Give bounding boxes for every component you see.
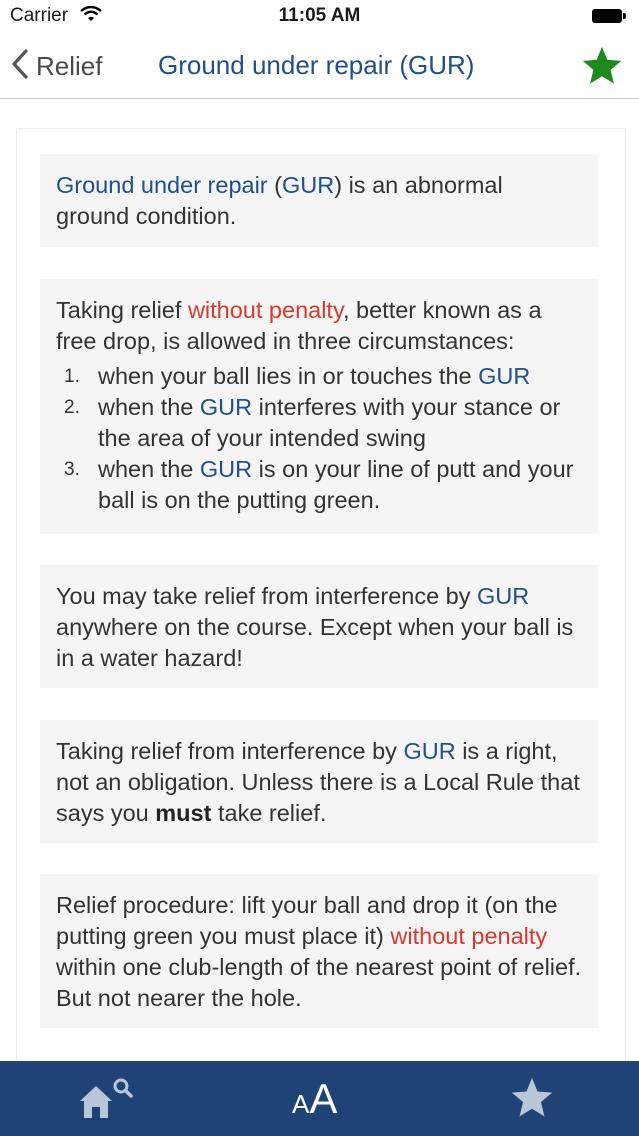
gur-link[interactable]: GUR [199,456,253,482]
definition-link[interactable]: Ground under repair [56,172,268,198]
back-button[interactable] [10,48,102,84]
gur-link[interactable]: GUR [477,583,530,609]
back-label: Relief [36,50,103,81]
tab-home-search[interactable] [76,1077,136,1121]
list-item: 1. when your ball lies in or touches the GUR [64,363,531,389]
without-penalty-link[interactable]: without penalty [187,297,343,323]
gur-link[interactable]: GUR [478,363,531,389]
battery-icon [592,9,626,23]
page-title: Ground under repair (GUR) [158,50,475,80]
definition-block: Ground under repair (GUR) is an abnormal ground condition. [40,154,598,247]
without-penalty-link[interactable]: without penalty [390,923,548,949]
tab-bar [0,1061,639,1136]
list-item: 3. when the GUR is on your line of putt and your ball is on the putting green. [64,456,574,513]
list-item: 2. when the GUR interferes with your stance or the area of your intended swing [64,394,561,451]
text-size-small-label: A [292,1089,310,1119]
star-icon [580,44,624,88]
text-size-large-label: A [309,1075,338,1122]
free-drop-block: Taking relief without penalty, better known as a free drop, is allowed in three circumstances: 1. when your ball lies in or touches the GUR 2. when the GUR interferes with your stance or the area of your intended swing 3. when the GUR is on your line of putt and your ball is on the putting green. [40,279,598,534]
chevron-left-icon [10,48,30,85]
favorite-button[interactable] [580,44,624,88]
status-bar [0,0,639,32]
carrier-label: Carrier [10,5,69,26]
circumstances-list [56,361,582,516]
home-search-icon [76,1077,136,1121]
interference-block: You may take relief from interference by GUR anywhere on the course. Except when your ball is in a water hazard! [40,565,598,688]
gur-link[interactable]: GUR [282,172,335,198]
tab-favorites[interactable] [509,1075,555,1121]
navigation-bar [0,32,639,99]
gur-link[interactable]: GUR [403,738,456,764]
relief-procedure-block: Relief procedure: lift your ball and drop it (on the putting green you must place it) without penalty within one club-length of the nearest point of relief. But not nearer the hole. [40,874,598,1028]
tab-text-size[interactable] [292,1075,337,1123]
gur-link[interactable]: GUR [199,394,253,420]
status-time: 11:05 AM [278,5,361,26]
emphasis-must: must [155,800,212,826]
star-icon [509,1075,555,1121]
right-not-obligation-block: Taking relief from interference by GUR is a right, not an obligation. Unless there is a Local Rule that says you must take relief. [40,720,598,843]
